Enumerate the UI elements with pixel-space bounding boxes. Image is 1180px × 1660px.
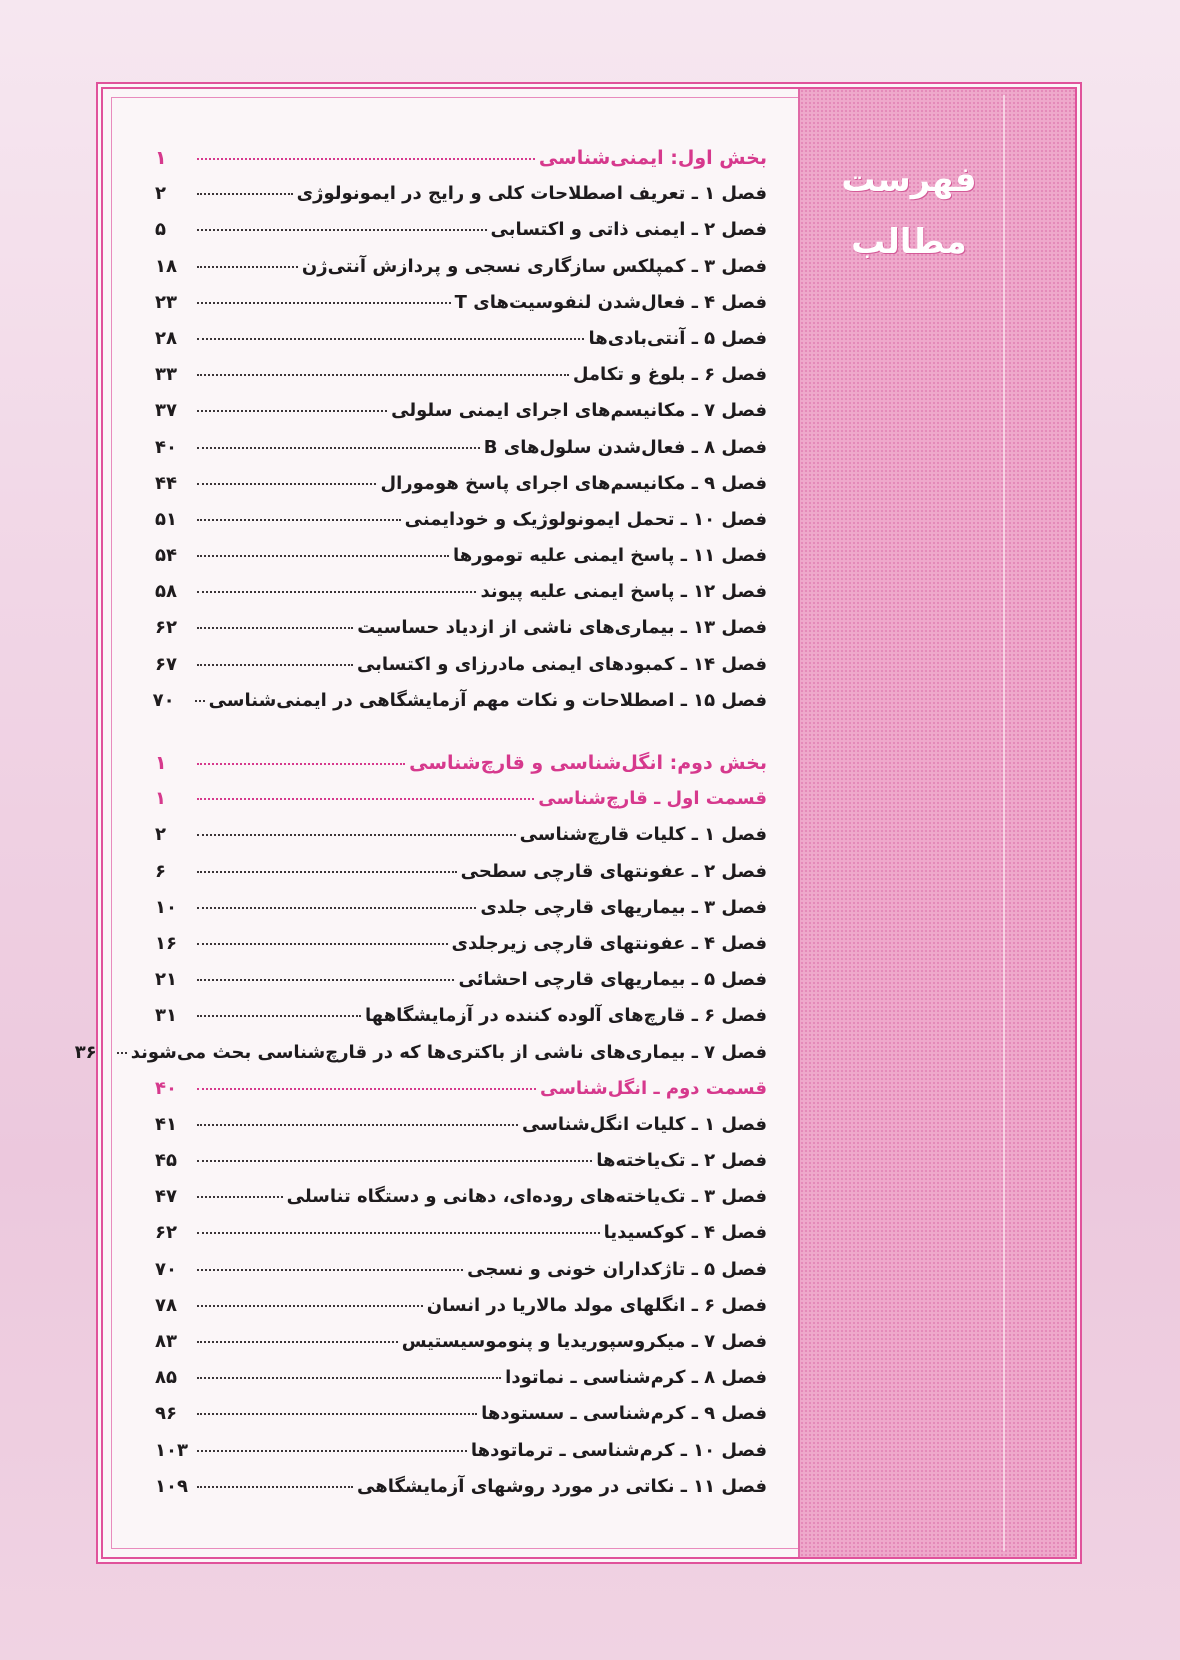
toc-entry-title: فصل ۴ ـ عفونتهای قارچی زیرجلدی bbox=[451, 932, 767, 954]
toc-entry-title: فصل ۴ ـ کوکسیدیا bbox=[603, 1222, 767, 1244]
toc-entry[interactable] bbox=[155, 617, 767, 653]
toc-entry[interactable] bbox=[155, 292, 767, 328]
toc-entry-title: فصل ۸ ـ فعال‌شدن سلول‌های B bbox=[483, 436, 767, 458]
toc-entry-leader-dots bbox=[197, 229, 487, 231]
toc-entry-page-number: ۳۶ bbox=[74, 1041, 97, 1063]
toc-entry-title: فصل ۶ ـ قارچ‌های آلوده کننده در آزمایشگاهها bbox=[365, 1005, 767, 1027]
toc-entry-page-number: ۹۶ bbox=[155, 1403, 177, 1425]
toc-entry-leader-dots bbox=[197, 1196, 283, 1198]
part2-sub1-heading-title: قسمت اول ـ قارچ‌شناسی bbox=[538, 788, 767, 810]
toc-entry[interactable] bbox=[155, 1367, 767, 1403]
toc-entry-leader-dots bbox=[197, 374, 569, 376]
toc-entry[interactable] bbox=[155, 897, 767, 933]
toc-entry-page-number: ۴۷ bbox=[155, 1186, 177, 1208]
toc-entry-title: فصل ۷ ـ مکانیسم‌های اجرای ایمنی سلولی bbox=[391, 400, 767, 422]
toc-entry-leader-dots bbox=[197, 871, 457, 873]
table-of-contents bbox=[74, 147, 767, 1512]
side-band bbox=[798, 89, 1075, 1557]
toc-entry-title: فصل ۵ ـ تاژکداران خونی و نسجی bbox=[467, 1258, 767, 1280]
toc-entry-page-number: ۴۱ bbox=[155, 1113, 177, 1135]
toc-entry-leader-dots bbox=[197, 1413, 477, 1415]
toc-entry-page-number: ۷۰ bbox=[155, 1258, 177, 1280]
toc-entry-leader-dots bbox=[197, 834, 516, 836]
part2-sub1-heading-leader-dots bbox=[197, 798, 534, 800]
toc-entry-leader-dots bbox=[197, 338, 584, 340]
toc-entry-leader-dots bbox=[197, 1124, 518, 1126]
toc-entry-title: فصل ۱ ـ تعریف اصطلاحات کلی و رایج در ایمونولوژی bbox=[296, 183, 767, 205]
toc-entry[interactable] bbox=[155, 1259, 767, 1295]
toc-entry[interactable] bbox=[155, 509, 767, 545]
toc-entry-leader-dots bbox=[197, 1486, 353, 1488]
part2-heading[interactable] bbox=[155, 752, 767, 788]
toc-entry-title: فصل ۱۱ ـ پاسخ ایمنی علیه تومورها bbox=[452, 545, 767, 567]
toc-entry[interactable] bbox=[155, 1114, 767, 1150]
toc-entry-title: فصل ۱ ـ کلیات قارچ‌شناسی bbox=[519, 824, 767, 846]
toc-entry-title: فصل ۱۳ ـ بیماری‌های ناشی از ازدیاد حساسیت bbox=[357, 617, 767, 639]
toc-entry-title: فصل ۷ ـ بیماری‌های ناشی از باکتری‌ها که در قارچ‌شناسی بحث می‌شوند bbox=[130, 1041, 767, 1063]
toc-entry-leader-dots bbox=[197, 483, 376, 485]
toc-entry-page-number: ۷۸ bbox=[155, 1294, 177, 1316]
toc-entry-title: فصل ۷ ـ میکروسپوریدیا و پنوموسیستیس bbox=[401, 1331, 767, 1352]
side-title bbox=[829, 149, 989, 273]
toc-entry[interactable] bbox=[155, 1331, 767, 1367]
toc-entry-page-number: ۳۷ bbox=[155, 400, 177, 422]
toc-entry-leader-dots bbox=[197, 1377, 501, 1379]
toc-entry-page-number: ۶۷ bbox=[155, 653, 177, 675]
toc-entry-leader-dots bbox=[197, 447, 480, 449]
toc-entry[interactable] bbox=[155, 473, 767, 509]
toc-entry[interactable] bbox=[155, 183, 767, 219]
part2-sub1-heading-page-number: ۱ bbox=[155, 788, 166, 810]
part2-block bbox=[74, 752, 767, 1512]
toc-entry-page-number: ۷۰ bbox=[152, 689, 175, 711]
toc-entry-page-number: ۸۵ bbox=[155, 1367, 177, 1389]
toc-entry-page-number: ۶۲ bbox=[155, 1222, 177, 1244]
toc-entry[interactable] bbox=[155, 219, 767, 255]
part2-heading-title: بخش دوم: انگل‌شناسی و قارچ‌شناسی bbox=[409, 752, 767, 774]
toc-entry-page-number: ۳۳ bbox=[155, 364, 177, 386]
toc-entry-page-number: ۶۲ bbox=[155, 617, 177, 639]
toc-entry-page-number: ۲ bbox=[155, 824, 166, 846]
toc-entry-title: فصل ۶ ـ انگلهای مولد مالاریا در انسان bbox=[426, 1294, 767, 1316]
toc-entry-leader-dots bbox=[197, 555, 449, 557]
toc-entry-page-number: ۳۱ bbox=[155, 1005, 177, 1027]
toc-entry[interactable] bbox=[155, 1476, 767, 1512]
toc-entry-leader-dots bbox=[197, 1305, 423, 1307]
toc-entry-leader-dots bbox=[197, 410, 387, 412]
toc-entry-leader-dots bbox=[197, 907, 476, 909]
toc-entry-page-number: ۵۸ bbox=[155, 581, 177, 603]
toc-entry-page-number: ۵۴ bbox=[155, 545, 177, 567]
toc-entry-page-number: ۱۸ bbox=[155, 255, 177, 277]
toc-entry-title: فصل ۳ ـ کمپلکس سازگاری نسجی و پردازش آنتی‌ژن bbox=[301, 255, 767, 277]
part-gap bbox=[155, 726, 767, 752]
toc-entry[interactable] bbox=[155, 1186, 767, 1222]
toc-entry[interactable] bbox=[152, 689, 767, 726]
toc-entry-title: فصل ۲ ـ تک‌یاخته‌ها bbox=[596, 1150, 767, 1172]
toc-entry-page-number: ۸۳ bbox=[155, 1331, 177, 1352]
part2-heading-leader-dots bbox=[197, 763, 405, 765]
toc-entry-page-number: ۲ bbox=[155, 183, 166, 205]
toc-entry[interactable] bbox=[155, 1295, 767, 1331]
toc-entry-page-number: ۲۱ bbox=[155, 969, 177, 991]
side-title-line1: فهرست bbox=[841, 160, 977, 200]
toc-entry[interactable] bbox=[155, 1440, 767, 1476]
toc-frame bbox=[74, 82, 1082, 1564]
toc-entry[interactable] bbox=[155, 328, 767, 364]
toc-entry-page-number: ۱۶ bbox=[155, 932, 177, 954]
toc-entry-title: فصل ۳ ـ تک‌یاخته‌های روده‌ای، دهانی و دستگاه تناسلی bbox=[286, 1186, 767, 1208]
toc-entry-page-number: ۵۱ bbox=[155, 508, 177, 530]
toc-entry[interactable] bbox=[155, 400, 767, 436]
toc-entry[interactable] bbox=[155, 545, 767, 581]
part1-heading-page-number: ۱ bbox=[155, 147, 167, 169]
toc-entry-leader-dots bbox=[197, 1341, 398, 1343]
toc-entry[interactable] bbox=[155, 1005, 767, 1041]
toc-entry-leader-dots bbox=[197, 664, 353, 666]
toc-entry[interactable] bbox=[155, 861, 767, 897]
toc-entry-title: فصل ۱۰ ـ کرم‌شناسی ـ ترماتودها bbox=[470, 1439, 767, 1461]
toc-entry-leader-dots bbox=[195, 700, 205, 702]
toc-entry-leader-dots bbox=[197, 1450, 467, 1452]
toc-entry-page-number: ۱۰۳ bbox=[155, 1439, 188, 1461]
toc-entry-page-number: ۲۸ bbox=[155, 327, 177, 349]
toc-entry-title: فصل ۹ ـ کرم‌شناسی ـ سستودها bbox=[481, 1403, 767, 1425]
toc-entry-title: فصل ۵ ـ آنتی‌بادی‌ها bbox=[588, 327, 767, 349]
toc-entry[interactable] bbox=[155, 824, 767, 860]
toc-entry-title: فصل ۲ ـ ایمنی ذاتی و اکتسابی bbox=[490, 219, 767, 241]
part1-heading-title: بخش اول: ایمنی‌شناسی bbox=[538, 147, 767, 169]
toc-entry-leader-dots bbox=[197, 1232, 600, 1234]
part1-heading-leader-dots bbox=[197, 158, 535, 160]
toc-entry[interactable] bbox=[155, 364, 767, 400]
toc-entry[interactable] bbox=[155, 581, 767, 617]
toc-entry-leader-dots bbox=[197, 1015, 361, 1017]
part2-sub2-heading-leader-dots bbox=[197, 1088, 536, 1090]
toc-entry-title: فصل ۱۲ ـ پاسخ ایمنی علیه پیوند bbox=[480, 581, 767, 603]
toc-entry-leader-dots bbox=[197, 519, 401, 521]
toc-entry[interactable] bbox=[74, 1041, 767, 1078]
toc-entry[interactable] bbox=[155, 969, 767, 1005]
toc-entry-leader-dots bbox=[197, 1269, 463, 1271]
toc-entry-page-number: ۶ bbox=[155, 860, 166, 882]
toc-entry[interactable] bbox=[155, 933, 767, 969]
part2-sub2-heading-page-number: ۴۰ bbox=[155, 1077, 177, 1099]
toc-entry-leader-dots bbox=[197, 266, 298, 268]
toc-entry-title: فصل ۱۱ ـ نکاتی در مورد روشهای آزمایشگاهی bbox=[357, 1475, 767, 1497]
toc-entry-page-number: ۴۰ bbox=[155, 436, 177, 458]
toc-entry-page-number: ۲۳ bbox=[155, 291, 177, 313]
toc-entry-title: فصل ۱ ـ کلیات انگل‌شناسی bbox=[521, 1113, 767, 1135]
side-band-stripe bbox=[1003, 95, 1005, 1551]
side-title-line2: مطالب bbox=[851, 222, 967, 262]
toc-entry-title: فصل ۲ ـ عفونتهای قارچی سطحی bbox=[460, 860, 767, 882]
part1-heading[interactable] bbox=[155, 147, 767, 183]
toc-entry-leader-dots bbox=[197, 627, 353, 629]
part1-block bbox=[152, 147, 767, 726]
part2-sub2-heading[interactable] bbox=[155, 1078, 767, 1114]
toc-entry-leader-dots bbox=[197, 302, 451, 304]
toc-entry-leader-dots bbox=[197, 193, 293, 195]
toc-entry-title: فصل ۵ ـ بیماریهای قارچی احشائی bbox=[458, 969, 767, 991]
toc-entry-page-number: ۱۰۹ bbox=[155, 1475, 188, 1497]
toc-entry-page-number: ۱۰ bbox=[155, 896, 177, 918]
toc-entry-leader-dots bbox=[117, 1052, 127, 1054]
part2-sub2-heading-title: قسمت دوم ـ انگل‌شناسی bbox=[540, 1077, 767, 1099]
toc-entry-page-number: ۴۵ bbox=[155, 1150, 177, 1172]
toc-entry-leader-dots bbox=[197, 943, 448, 945]
toc-entry-leader-dots bbox=[197, 591, 476, 593]
toc-entry[interactable] bbox=[155, 256, 767, 292]
toc-entry[interactable] bbox=[155, 1222, 767, 1258]
toc-entry-page-number: ۴۴ bbox=[155, 472, 177, 494]
toc-entry-title: فصل ۱۰ ـ تحمل ایمونولوژیک و خودایمنی bbox=[404, 508, 767, 530]
toc-entry-title: فصل ۱۴ ـ کمبودهای ایمنی مادرزای و اکتسابی bbox=[356, 653, 767, 675]
part2-sub1-heading[interactable] bbox=[155, 788, 767, 824]
toc-entry-title: فصل ۹ ـ مکانیسم‌های اجرای پاسخ هومورال bbox=[380, 472, 767, 494]
toc-entry-title: فصل ۱۵ ـ اصطلاحات و نکات مهم آزمایشگاهی در ایمنی‌شناسی bbox=[208, 689, 767, 711]
part2-heading-page-number: ۱ bbox=[155, 752, 167, 774]
toc-entry-leader-dots bbox=[197, 979, 454, 981]
toc-entry[interactable] bbox=[155, 437, 767, 473]
toc-entry-title: فصل ۳ ـ بیماریهای قارچی جلدی bbox=[480, 896, 767, 918]
toc-entry-title: فصل ۶ ـ بلوغ و تکامل bbox=[572, 364, 767, 386]
toc-entry-page-number: ۵ bbox=[155, 219, 166, 241]
toc-entry[interactable] bbox=[155, 1403, 767, 1439]
toc-entry-leader-dots bbox=[197, 1160, 592, 1162]
toc-entry[interactable] bbox=[155, 1150, 767, 1186]
toc-entry-title: فصل ۴ ـ فعال‌شدن لنفوسیت‌های T bbox=[454, 291, 767, 313]
toc-entry-title: فصل ۸ ـ کرم‌شناسی ـ نماتودا bbox=[505, 1367, 767, 1389]
toc-entry[interactable] bbox=[155, 654, 767, 690]
